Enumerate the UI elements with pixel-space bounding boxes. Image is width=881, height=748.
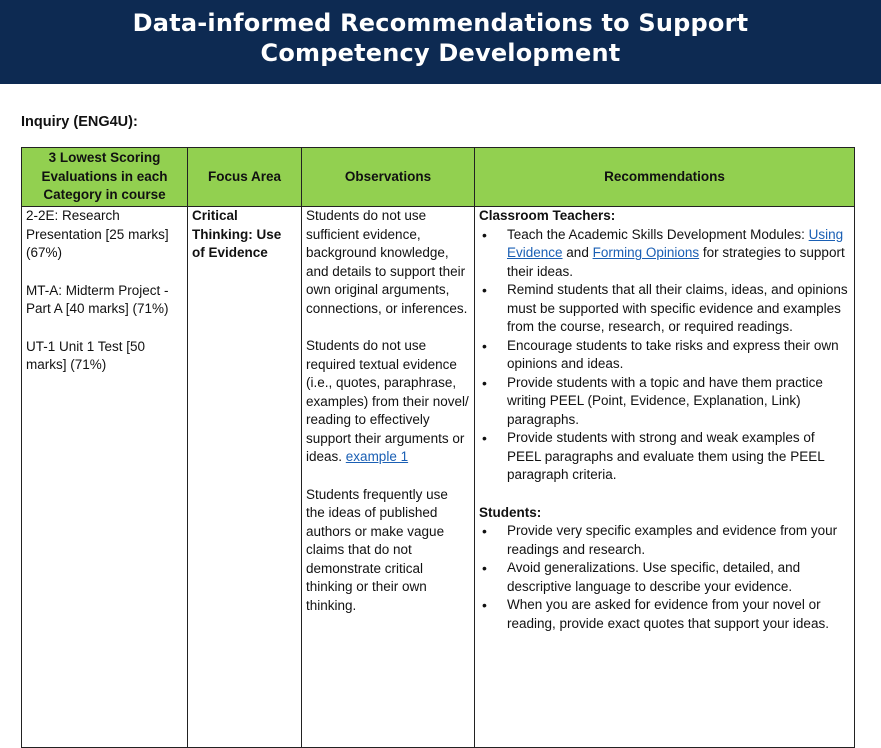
evaluation-item: 2-2E: Research Presentation [25 marks] (67%) bbox=[26, 208, 169, 260]
focus-area-text: Critical Thinking: Use of Evidence bbox=[192, 208, 282, 260]
recommendations-cell bbox=[475, 207, 855, 748]
list-item-text: for strategies to support their ideas. bbox=[507, 245, 845, 279]
teachers-list bbox=[479, 226, 850, 485]
list-item: • Encourage students to take risks and express their own opinions and ideas. bbox=[479, 337, 850, 374]
table-header-row bbox=[22, 148, 855, 207]
page-title-line-1: Data-informed Recommendations to Support bbox=[132, 9, 749, 37]
evaluation-item: UT-1 Unit 1 Test [50 marks] (71%) bbox=[26, 338, 146, 372]
header-recommendations: Recommendations bbox=[475, 148, 855, 207]
list-item: • Avoid generalizations. Use specific, detailed, and descriptive language to describe your evidence. bbox=[479, 559, 850, 596]
header-observations: Observations bbox=[302, 148, 475, 207]
list-item: • Provide very specific examples and evidence from your readings and research. bbox=[479, 522, 850, 559]
observations-cell bbox=[302, 207, 475, 748]
forming-opinions-link[interactable]: Forming Opinions bbox=[592, 245, 700, 260]
table-row bbox=[22, 207, 855, 748]
recommendations-table bbox=[21, 147, 855, 748]
observation-2-text: Students do not use required textual evidence (i.e., quotes, paraphrase, examples) from their novel/ reading to effectively support their arguments or ideas. bbox=[306, 338, 469, 464]
list-item-text: Teach the Academic Skills Development Modules: bbox=[507, 226, 809, 242]
list-item bbox=[479, 226, 850, 282]
focus-area-cell bbox=[188, 207, 302, 748]
list-item: • Remind students that all their claims, ideas, and opinions must be supported with specific evidence and examples from the course, research, or required readings. bbox=[479, 281, 850, 337]
list-item-text: and bbox=[562, 245, 593, 260]
evaluations-cell bbox=[22, 207, 188, 748]
section-heading: Inquiry (ENG4U): bbox=[21, 114, 138, 130]
list-item: • Provide students with a topic and have them practice writing PEEL (Point, Evidence, Explanation, Link) paragraphs. bbox=[479, 374, 850, 430]
title-banner bbox=[0, 0, 881, 84]
observation-1: Students do not use sufficient evidence, background knowledge, and details to support their own original arguments, connections, or inferences. bbox=[306, 208, 468, 316]
evaluation-item: MT-A: Midterm Project - Part A [40 marks] (71%) bbox=[26, 282, 169, 316]
page-title-line-2: Competency Development bbox=[260, 39, 621, 67]
observation-2 bbox=[306, 337, 470, 467]
list-item: • Provide students with strong and weak examples of PEEL paragraphs and evaluate them using the PEEL paragraph criteria. bbox=[479, 429, 850, 485]
list-item: • When you are asked for evidence from your novel or reading, provide exact quotes that support your ideas. bbox=[479, 596, 850, 633]
students-list bbox=[479, 522, 850, 633]
using-evidence-link[interactable]: Using Evidence bbox=[507, 226, 844, 260]
header-focus-area: Focus Area bbox=[188, 148, 302, 207]
teachers-label: Classroom Teachers: bbox=[479, 208, 616, 223]
students-label: Students: bbox=[479, 504, 542, 520]
header-lowest-scoring: 3 Lowest Scoring Evaluations in each Category in course bbox=[22, 148, 188, 207]
observation-3: Students frequently use the ideas of published authors or make vague claims that do not demonstrate critical thinking or their own thinking. bbox=[306, 486, 448, 613]
example-1-link[interactable]: example 1 bbox=[345, 449, 409, 464]
